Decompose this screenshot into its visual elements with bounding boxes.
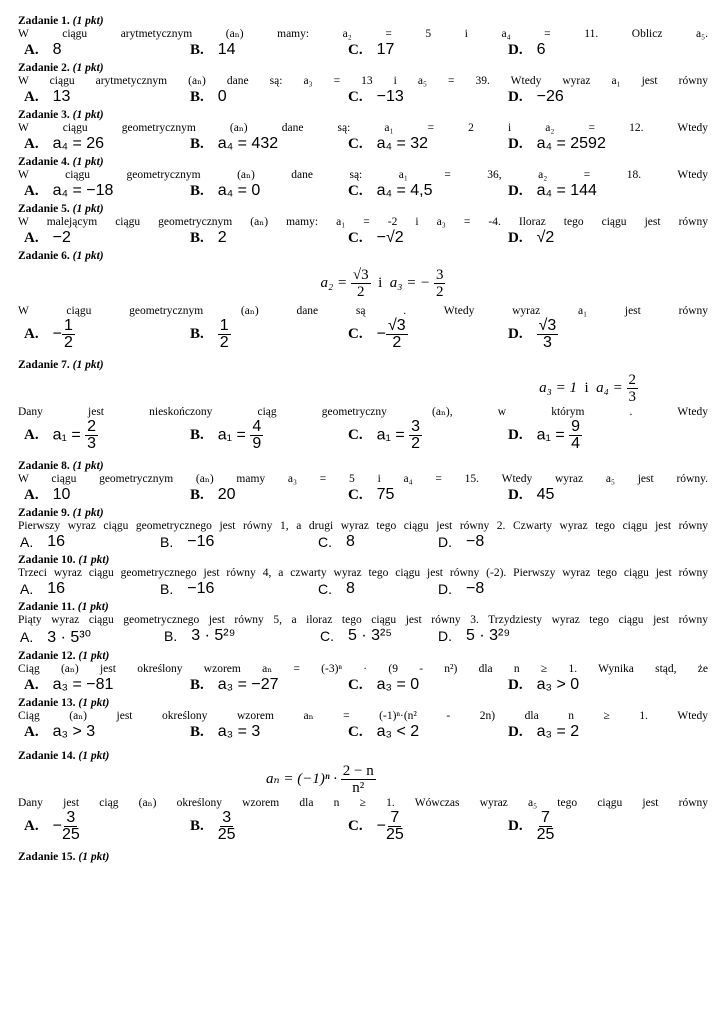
task-8-answers <box>18 486 708 506</box>
task-6-answers <box>18 318 708 358</box>
task-15-title: Zadanie 15. (1 pkt) <box>18 851 110 863</box>
task-14-formula: aₙ = (−1)ⁿ · $\frac{2 - n}{\text{n²}}$ <box>266 763 374 796</box>
answer-c[interactable]: C. − $\frac{√3}{2}$ <box>348 317 406 351</box>
answer-a[interactable]: A. a₃ > 3 <box>24 723 96 740</box>
task-12-title: Zadanie 12. (1 pkt) <box>18 650 110 662</box>
answer-b[interactable]: B. 0 <box>190 88 227 105</box>
task-10-text: Trzeci wyraz ciągu geometrycznego jest równy 4, a czwarty wyraz tego ciągu jest równy (-2). Pierwszy wyraz tego ciągu jest równy <box>18 567 708 579</box>
answer-b[interactable]: B. a₃ = −27 <box>190 676 279 693</box>
task-14-title: Zadanie 14. (1 pkt) <box>18 750 110 762</box>
answer-b[interactable]: B. a₁ = $\frac{4}{9}$ <box>190 418 262 452</box>
answer-d[interactable]: D. a₄ = 2592 <box>508 135 606 152</box>
answer-b[interactable]: B. −16 <box>160 580 215 597</box>
worksheet <box>18 14 708 864</box>
answer-a[interactable]: A. −2 <box>24 229 71 246</box>
answer-c[interactable]: C. 17 <box>348 41 395 58</box>
task-11-title: Zadanie 11. (1 pkt) <box>18 601 109 613</box>
task-1-answers <box>18 41 708 61</box>
answer-c[interactable]: C. 8 <box>318 533 355 550</box>
task-10-title: Zadanie 10. (1 pkt) <box>18 554 110 566</box>
task-8-text: W ciągu geometrycznym (aₙ) mamy a₃ = 5 i a₄ = 15. Wtedy wyraz a₅ jest równy. <box>18 473 708 485</box>
answer-b[interactable]: B. 3 · 5²⁹ <box>164 627 236 644</box>
answer-d[interactable]: D. a₃ = 2 <box>508 723 580 740</box>
answer-d[interactable]: D. −8 <box>438 533 485 550</box>
answer-d[interactable]: D. √2 <box>508 229 555 246</box>
answer-a[interactable]: A. a₃ = −81 <box>24 676 114 693</box>
task-6-title: Zadanie 6. (1 pkt) <box>18 250 104 262</box>
answer-b[interactable]: B. 20 <box>190 486 236 503</box>
task-7-answers <box>18 419 708 459</box>
task-14-text: Dany jest ciąg (aₙ) określony wzorem dla n ≥ 1. Wówczas wyraz a₅ tego ciągu jest równy <box>18 797 708 809</box>
task-7-title: Zadanie 7. (1 pkt) <box>18 359 104 371</box>
answer-c[interactable]: C. a₁ = $\frac{3}{2}$ <box>348 418 421 452</box>
task-2-title: Zadanie 2. (1 pkt) <box>18 62 104 74</box>
task-7-formula: a₃ = 1 i a₄ = $\frac{2}{3}$ <box>539 372 636 405</box>
task-4-answers <box>18 182 708 202</box>
answer-d[interactable]: D. 6 <box>508 41 546 58</box>
task-5-answers <box>18 229 708 249</box>
task-13-answers <box>18 723 708 749</box>
answer-c[interactable]: C. a₄ = 32 <box>348 135 429 152</box>
answer-a[interactable]: A. − $\frac{1}{2}$ <box>24 317 73 351</box>
answer-a[interactable]: A. 10 <box>24 486 71 503</box>
answer-a[interactable]: A. a₄ = −18 <box>24 182 114 199</box>
answer-b[interactable]: B. a₄ = 432 <box>190 135 279 152</box>
task-12-text: Ciąg (aₙ) jest określony wzorem aₙ = (-3)ⁿ · (9 - n²) dla n ≥ 1. Wynika stąd, że <box>18 663 708 675</box>
task-3-text: W ciągu geometrycznym (aₙ) dane są: a₁ = 2 i a₂ = 12. Wtedy <box>18 122 708 134</box>
answer-d[interactable]: D. $\frac{7}{25}$ <box>508 809 555 843</box>
answer-d[interactable]: D. $\frac{√3}{3}$ <box>508 317 557 351</box>
answer-d[interactable]: D. −8 <box>438 580 485 597</box>
task-14-answers <box>18 810 708 850</box>
task-4-text: W ciągu geometrycznym (aₙ) dane są: a₁ = 36, a₂ = 18. Wtedy <box>18 169 708 181</box>
answer-b[interactable]: B. 2 <box>190 229 227 246</box>
answer-d[interactable]: D. 5 · 3²⁹ <box>438 627 511 644</box>
answer-b[interactable]: B. $\frac{3}{25}$ <box>190 809 236 843</box>
answer-c[interactable]: C. 5 · 3²⁵ <box>320 627 392 644</box>
task-5-title: Zadanie 5. (1 pkt) <box>18 203 104 215</box>
task-13-text: Ciąg (aₙ) jest określony wzorem aₙ = (-1)ⁿ·(n² - 2n) dla n ≥ 1. Wtedy <box>18 710 708 722</box>
task-2-answers <box>18 88 708 108</box>
answer-c[interactable]: C. a₄ = 4,5 <box>348 182 433 199</box>
answer-d[interactable]: D. 45 <box>508 486 555 503</box>
task-10-answers <box>18 580 708 600</box>
answer-d[interactable]: D. a₄ = 144 <box>508 182 597 199</box>
answer-c[interactable]: C. −√2 <box>348 229 404 246</box>
answer-a[interactable]: A. a₁ = $\frac{2}{3}$ <box>24 418 97 452</box>
task-4-title: Zadanie 4. (1 pkt) <box>18 156 104 168</box>
task-8-title: Zadanie 8. (1 pkt) <box>18 460 104 472</box>
answer-c[interactable]: C. −13 <box>348 88 404 105</box>
answer-b[interactable]: B. a₄ = 0 <box>190 182 261 199</box>
answer-c[interactable]: C. − $\frac{7}{25}$ <box>348 809 404 843</box>
task-1-text: W ciągu arytmetycznym (aₙ) mamy: a₂ = 5 i a₄ = 11. Oblicz a₅. <box>18 28 708 40</box>
task-3-answers <box>18 135 708 155</box>
task-11-text: Piąty wyraz ciągu geometrycznego jest równy 5, a iloraz tego ciągu jest równy 3. Trzydziesty wyraz tego ciągu jest równy <box>18 614 708 626</box>
answer-a[interactable]: A. 3 · 5³⁰ <box>20 629 91 646</box>
task-6-formula: a₂ = $\frac{√3}{2}$ i a₃ = − $\frac{3}{2}$ <box>320 267 444 300</box>
answer-c[interactable]: C. 8 <box>318 580 355 597</box>
answer-a[interactable]: A. 8 <box>24 41 62 58</box>
answer-d[interactable]: D. −26 <box>508 88 564 105</box>
answer-b[interactable]: B. 14 <box>190 41 236 58</box>
task-13-title: Zadanie 13. (1 pkt) <box>18 697 110 709</box>
task-1-title: Zadanie 1. (1 pkt) <box>18 15 104 27</box>
answer-a[interactable]: A. a₄ = 26 <box>24 135 105 152</box>
task-3-title: Zadanie 3. (1 pkt) <box>18 109 104 121</box>
answer-d[interactable]: D. a₃ > 0 <box>508 676 580 693</box>
answer-d[interactable]: D. a₁ = $\frac{9}{4}$ <box>508 418 581 452</box>
task-2-text: W ciągu arytmetycznym (aₙ) dane są: a₃ = 13 i a₅ = 39. Wtedy wyraz a₁ jest równy <box>18 75 708 87</box>
task-9-text: Pierwszy wyraz ciągu geometrycznego jest równy 1, a drugi wyraz tego ciągu jest równy 2. Czwarty wyraz tego ciągu jest równy <box>18 520 708 532</box>
task-6-text: W ciągu geometrycznym (aₙ) dane są . Wtedy wyraz a₁ jest równy <box>18 305 708 317</box>
task-12-answers <box>18 676 708 696</box>
task-5-text: W malejącym ciągu geometrycznym (aₙ) mamy: a₁ = -2 i a₃ = -4. Iloraz tego ciągu jest równy <box>18 216 708 228</box>
task-7-text: Dany jest nieskończony ciąg geometryczny (aₙ), w którym . Wtedy <box>18 406 708 418</box>
answer-b[interactable]: B. −16 <box>160 533 215 550</box>
answer-b[interactable]: B. a₃ = 3 <box>190 723 261 740</box>
answer-a[interactable]: A. 16 <box>20 533 66 550</box>
answer-a[interactable]: A. 13 <box>24 88 71 105</box>
task-9-title: Zadanie 9. (1 pkt) <box>18 507 104 519</box>
answer-a[interactable]: A. 16 <box>20 580 66 597</box>
task-11-answers <box>18 627 708 649</box>
answer-c[interactable]: C. a₃ < 2 <box>348 723 420 740</box>
answer-c[interactable]: C. 75 <box>348 486 395 503</box>
answer-b[interactable]: B. $\frac{1}{2}$ <box>190 317 229 351</box>
answer-a[interactable]: A. − $\frac{3}{25}$ <box>24 809 80 843</box>
task-9-answers <box>18 533 708 553</box>
answer-c[interactable]: C. a₃ = 0 <box>348 676 420 693</box>
